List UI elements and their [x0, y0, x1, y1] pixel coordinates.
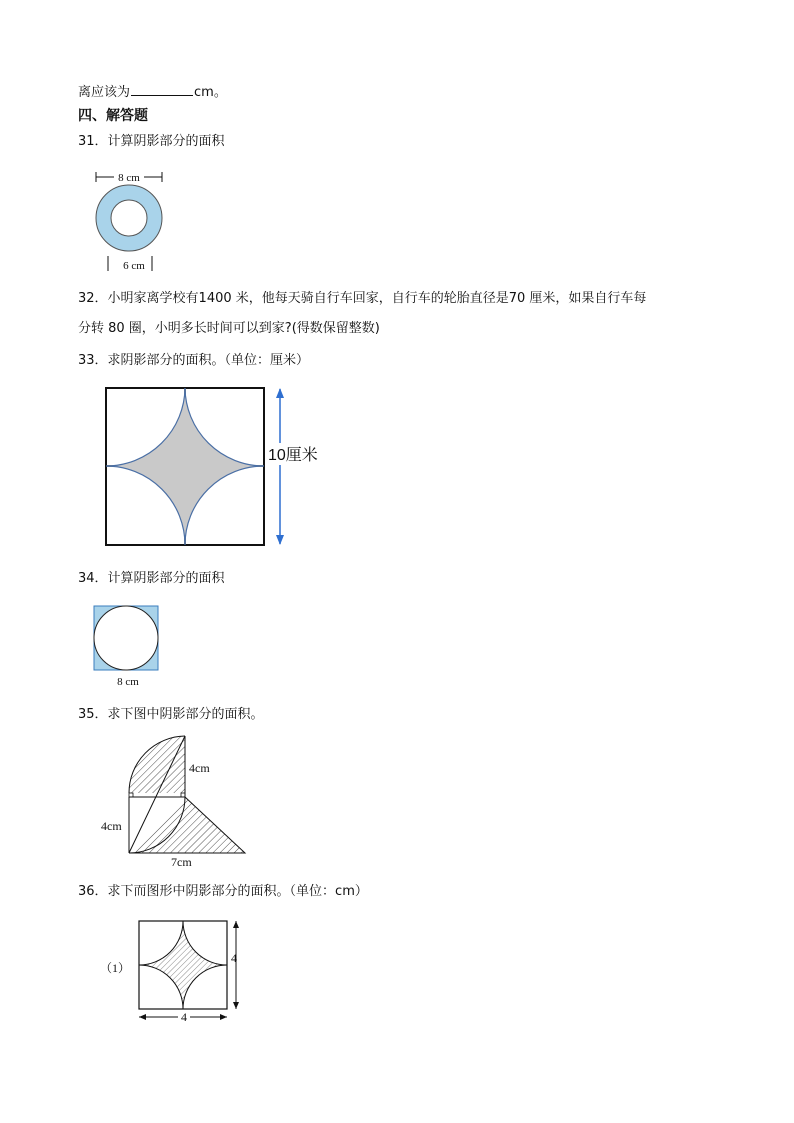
q34-bottom-label: 8 cm [117, 676, 139, 688]
q33-text: 33．求阴影部分的面积。（单位：厘米） [78, 353, 310, 368]
q36-bottom-label: 4 [181, 1010, 187, 1024]
section-title: 四、解答题 [78, 108, 148, 124]
q35-figure [95, 730, 255, 870]
q36-figure [96, 915, 256, 1025]
prev-unit: cm。 [194, 85, 227, 100]
inner-circle [111, 200, 147, 236]
q31-bottom-label: 6 cm [123, 260, 145, 272]
prev-answer-line [78, 82, 227, 102]
q36-text: 36．求下而图形中阴影部分的面积。（单位：cm） [78, 884, 368, 899]
q31-top-label: 8 cm [118, 172, 140, 184]
q34-text: 34．计算阴影部分的面积 [78, 571, 225, 586]
q35-label-bottom: 7cm [171, 855, 192, 869]
q32-line2: 分转 80 圈，小明多长时间可以到家?(得数保留整数) [78, 321, 380, 336]
q36-right-label: 4 [231, 951, 237, 965]
q31-ring-figure [88, 168, 178, 278]
q35-label-left: 4cm [101, 819, 122, 833]
inscribed-circle [94, 606, 158, 670]
q32-line1: 32．小明家离学校有1400 米，他每天骑自行车回家，自行车的轮胎直径是70 厘米，如果自行车每 [78, 291, 647, 306]
q34-figure [92, 604, 162, 692]
answer-blank[interactable] [131, 82, 193, 96]
q36-part-label: （1） [100, 961, 131, 975]
q35-text: 35．求下图中阴影部分的面积。 [78, 707, 264, 722]
q31-text: 31．计算阴影部分的面积 [78, 134, 225, 149]
prev-text: 离应该为 [78, 85, 131, 100]
q33-side-label: 10厘米 [268, 447, 318, 464]
q35-label-right: 4cm [189, 761, 210, 775]
q33-square-figure [100, 385, 340, 550]
